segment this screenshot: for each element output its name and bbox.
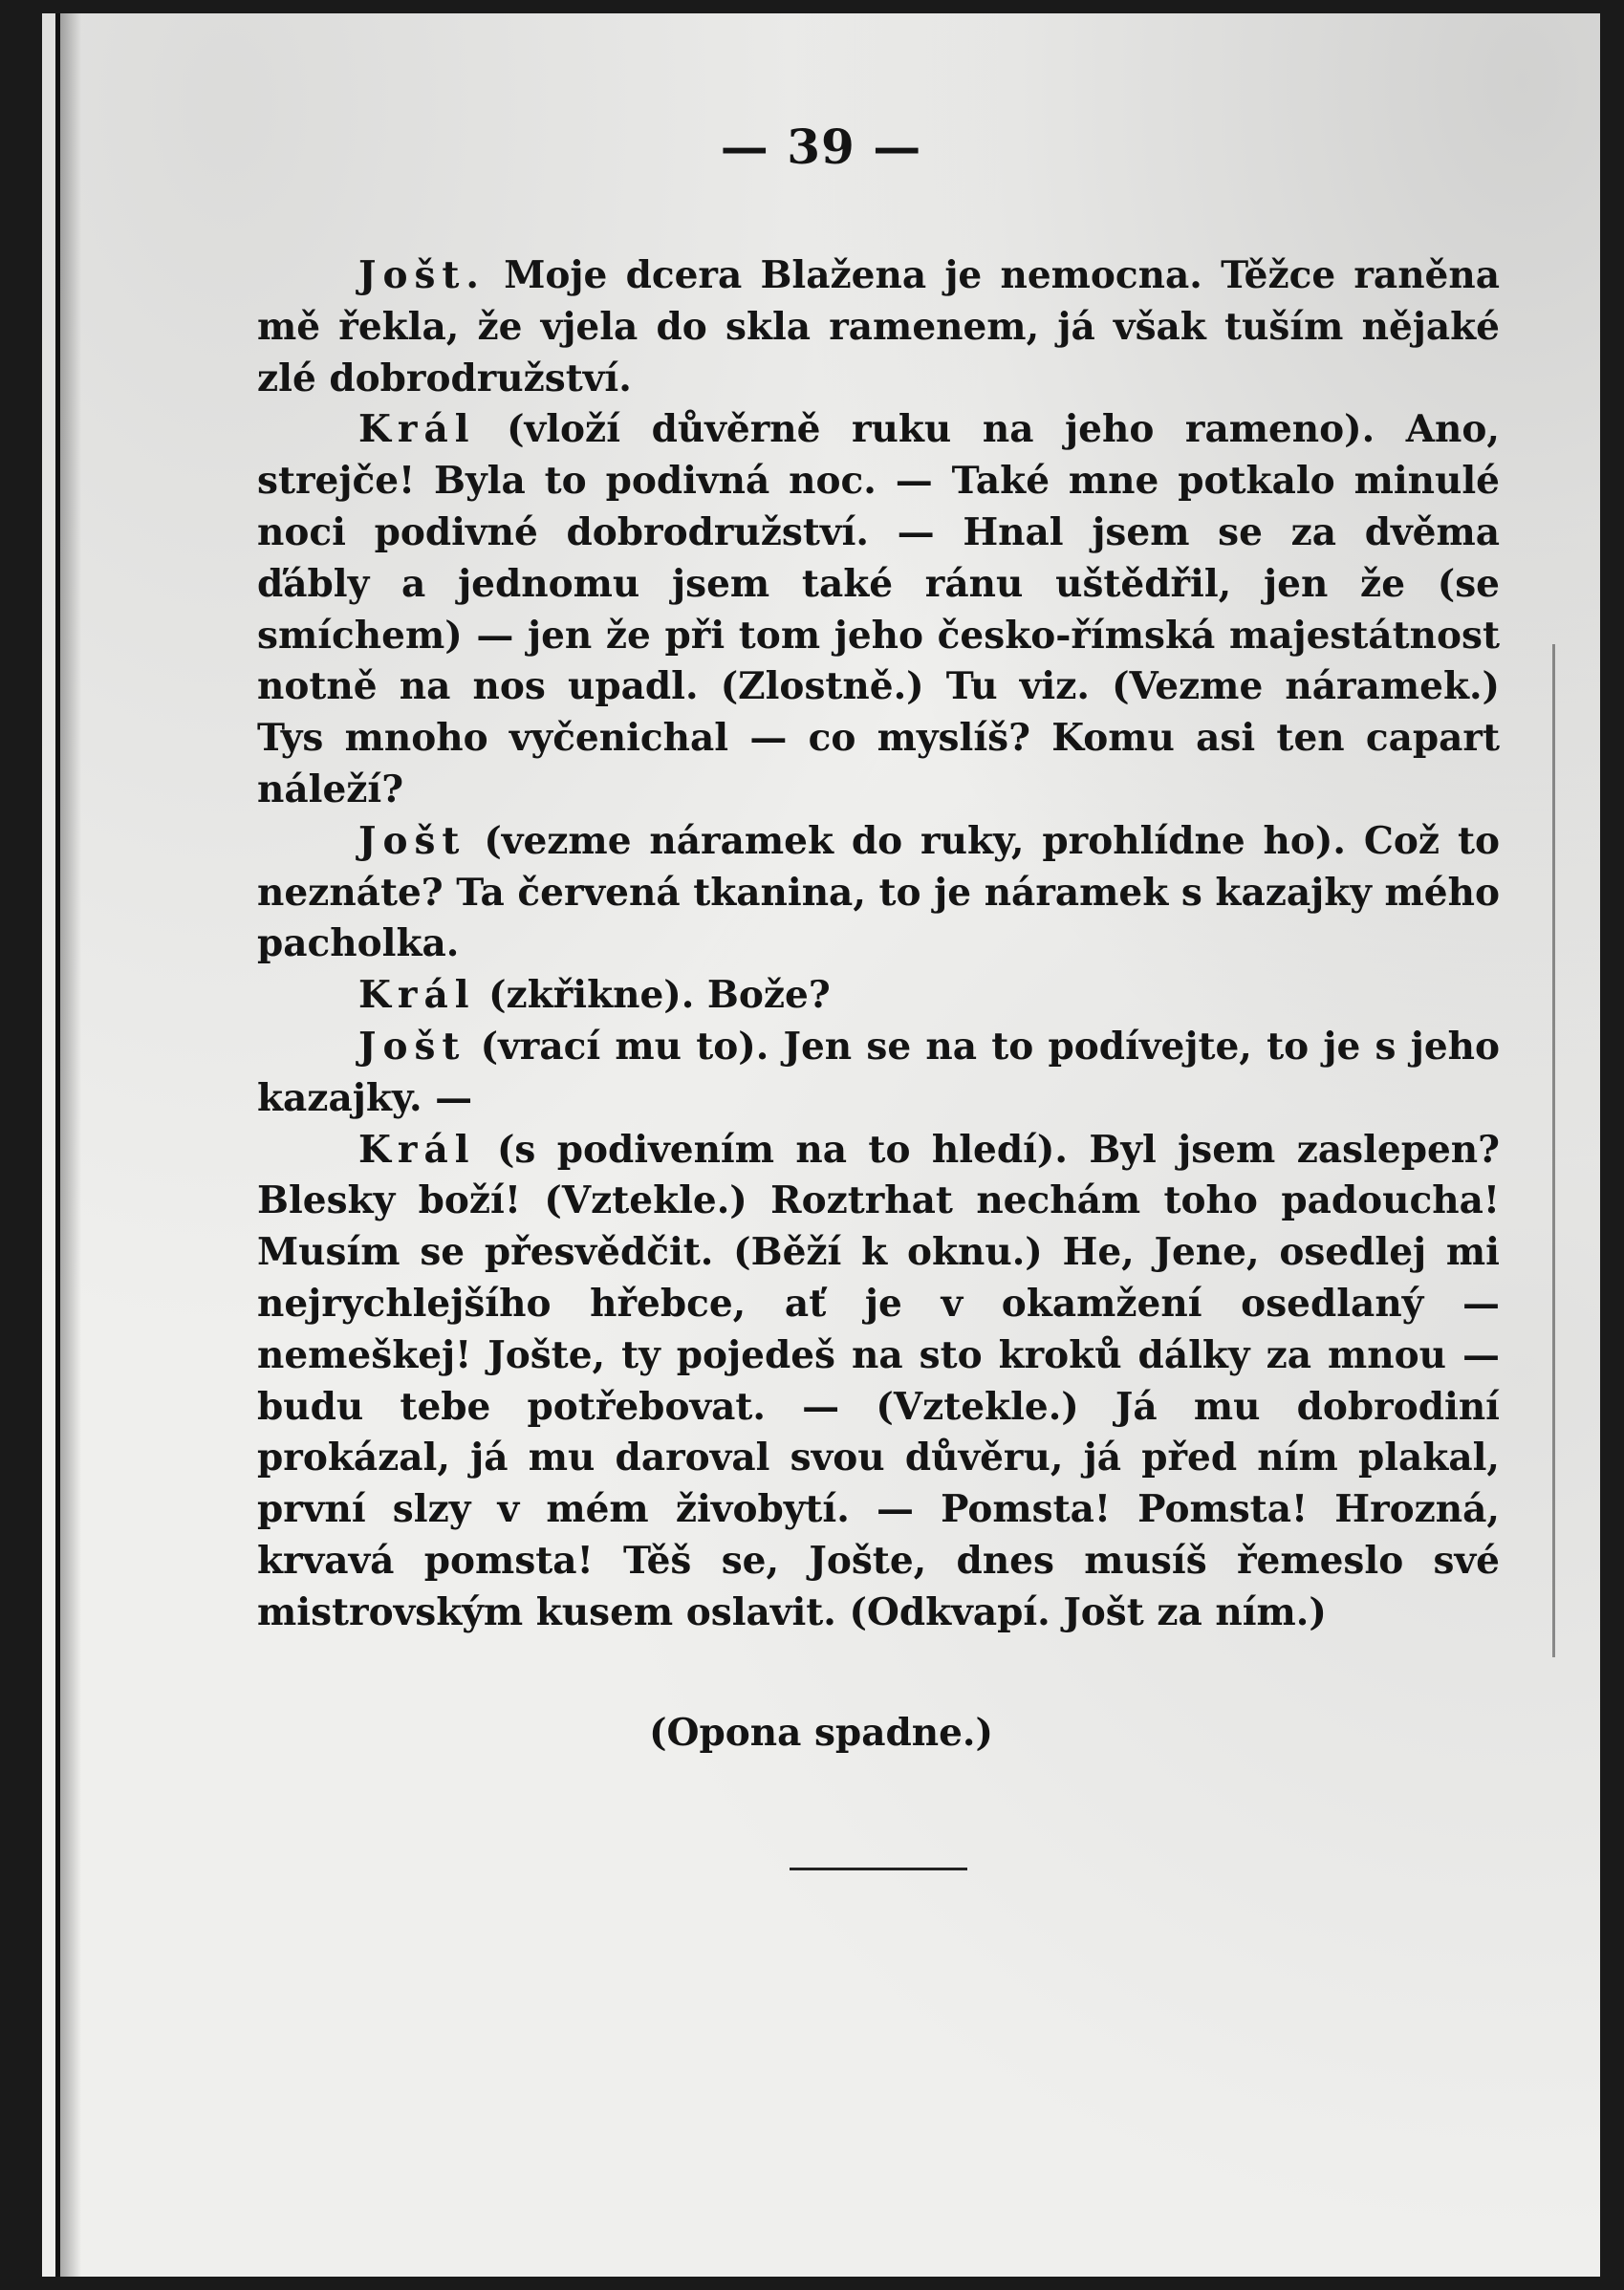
paragraph-text: (vezme náramek do ruky, prohlídne ho). Což to neznáte? Ta červená tkanina, to je náramek s kazajky mého pacholka. <box>257 818 1501 966</box>
paragraph-text: (s podivením na to hledí). Byl jsem zaslepen? Blesky boží! (Vztekle.) Roztrhat nechám toho padoucha! Musím se přesvědčit. (Běží k oknu.) He, Jene, osedlej mi nejrychlejšího hřebce, ať je v okamžení osedlaný — nemeškej! Jošte, ty pojedeš na sto kroků dálky za mnou — budu tebe potřebovat. — (Vztekle.) Já mu dobrodiní prokázal, já mu daroval svou důvěru, já před ním plakal, první slzy v mém živobytí. — Pomsta! Pomsta! Hrozná, krvavá pomsta! Těš se, Jošte, dnes musíš řemeslo své mistrovským kusem oslavit. (Odkvapí. Jošt za ním.) <box>257 1127 1501 1634</box>
paragraph-text: Moje dcera Blažena je nemocna. Těžce raněna mě řekla, že vjela do skla ramenem, já však tuším nějaké zlé dobrodružství. <box>257 253 1500 400</box>
paragraph-text: (vrací mu to). Jen se na to podívejte, to je s jeho kazajky. — <box>257 1024 1501 1120</box>
paragraph-jost-1 <box>257 250 1500 404</box>
speaker-name: Jošt. <box>358 253 487 297</box>
book-page <box>42 13 1600 2277</box>
page-binding-shadow <box>60 13 81 2277</box>
speaker-name: Král <box>358 1127 476 1172</box>
paragraph-kral-2 <box>257 970 1500 1022</box>
speaker-name: Jošt <box>358 1024 466 1069</box>
paragraph-kral-1 <box>257 404 1500 815</box>
page-number: — 39 — <box>720 119 922 175</box>
paragraph-kral-3 <box>257 1125 1500 1639</box>
speaker-name: Král <box>358 407 476 452</box>
page-crease <box>1552 644 1555 1657</box>
paragraph-jost-2 <box>257 816 1500 970</box>
paragraph-text: (zkřikne). Bože? <box>488 973 831 1018</box>
dialogue-text <box>257 250 1500 1639</box>
paragraph-jost-3 <box>257 1022 1500 1125</box>
paragraph-text: (vloží důvěrně ruku na jeho rameno). Ano, strejče! Byla to podivná noc. — Také mne potkalo minulé noci podivné dobrodružství. — Hnal jsem se za dvěma ďábly a jednomu jsem také ránu uštědřil, jen že (se smíchem) — jen že při tom jeho česko-římská majestátnost notně na nos upadl. (Zlostně.) Tu viz. (Vezme náramek.) Tys mnoho vyčenichal — co myslíš? Komu asi ten capart náleží? <box>257 407 1500 811</box>
stage-direction-curtain: (Opona spadne.) <box>649 1711 993 1755</box>
speaker-name: Král <box>358 973 476 1018</box>
speaker-name: Jošt <box>358 818 466 863</box>
end-divider <box>790 1868 967 1870</box>
